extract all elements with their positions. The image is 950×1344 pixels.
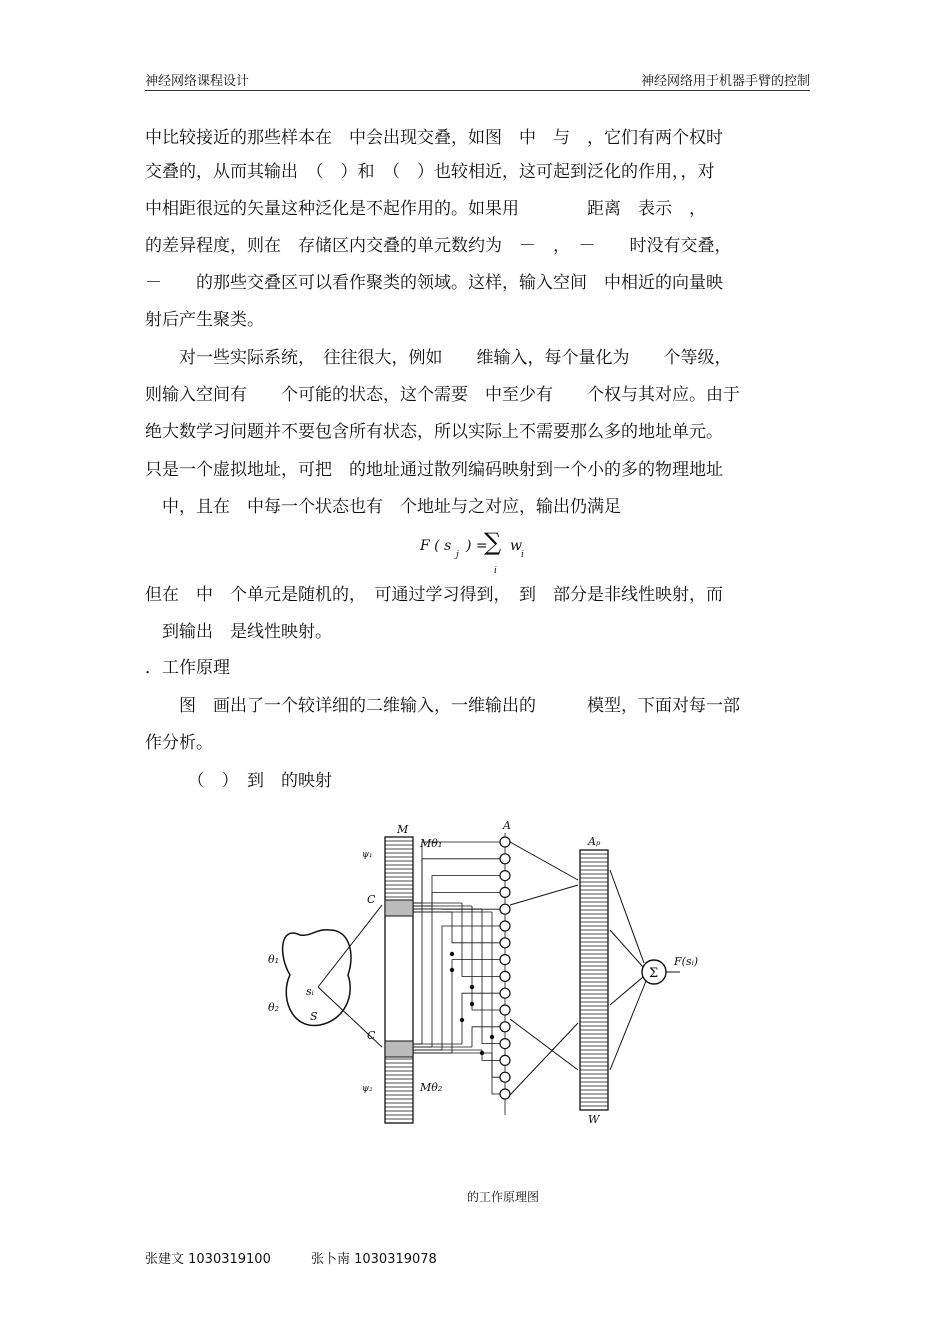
- body-line-15: 图 画出了一个较详细的二维输入，一维输出的 模型，下面对每一部: [145, 696, 740, 716]
- label-s: S: [310, 1010, 318, 1023]
- association-node: [500, 1055, 510, 1065]
- association-node: [500, 938, 510, 948]
- formula-rhs: w: [510, 538, 522, 554]
- association-node: [500, 988, 510, 998]
- formula-rhs-sub: i: [521, 550, 524, 560]
- association-node: [500, 871, 510, 881]
- body-line-12: 但在 中 个单元是随机的， 可通过学习得到， 到 部分是非线性映射，而: [145, 585, 723, 605]
- wire: [492, 912, 500, 1077]
- c-block-1: [385, 900, 413, 916]
- cmac-diagram: [260, 815, 720, 1135]
- association-node: [500, 921, 510, 931]
- association-node: [500, 1039, 510, 1049]
- label-sum: Σ: [649, 966, 659, 981]
- association-node: [500, 1089, 510, 1099]
- label-output: F(sᵢ): [674, 955, 699, 968]
- wire: [422, 859, 500, 1044]
- wire: [462, 993, 500, 1044]
- body-line-1: 中比较接近的那些样本在 中会出现交叠，如图 中 与 ，它们有两个权时: [145, 128, 723, 148]
- label-ap: Aₚ: [588, 835, 601, 848]
- wire-junction: [450, 968, 454, 972]
- label-psi1: ψ₁: [362, 850, 373, 860]
- figure-caption: 的工作原理图: [467, 1190, 540, 1204]
- body-line-13: 到输出 是线性映射。: [145, 622, 332, 642]
- ap-weight-column: [580, 850, 608, 1110]
- association-node: [500, 1072, 510, 1082]
- label-m-theta2: Mθ₂: [420, 1081, 443, 1094]
- formula-lhs-close: ) =: [466, 538, 488, 554]
- wire: [452, 912, 500, 943]
- label-c1: C: [367, 893, 376, 906]
- label-psi2: ψ₂: [362, 1084, 373, 1094]
- label-m-theta1: Mθ₁: [420, 837, 443, 850]
- association-node: [500, 854, 510, 864]
- c-block-2: [385, 1041, 413, 1057]
- association-node: [500, 955, 510, 965]
- body-line-4: 的差异程度，则在 存储区内交叠的单元数约为 － ， － 时没有交叠，: [145, 236, 732, 256]
- wire: [492, 1053, 500, 1094]
- page-footer: [145, 1248, 473, 1267]
- label-a: A: [503, 819, 511, 832]
- page-header: [145, 66, 810, 91]
- cmac-output-formula: [420, 528, 560, 578]
- footer-author-1: 张建文 1030319100: [145, 1252, 271, 1267]
- association-node: [500, 1005, 510, 1015]
- formula-sigma: ∑: [484, 528, 502, 556]
- wire-junction: [470, 1002, 474, 1006]
- association-node: [500, 971, 510, 981]
- wire: [472, 906, 500, 1010]
- body-line-2: 交叠的，从而其输出 （ ）和 （ ）也较相近，这可起到泛化的作用，，对: [145, 162, 715, 182]
- formula-lhs-sub: j: [456, 550, 459, 560]
- formula-sigma-sub: i: [494, 566, 497, 576]
- body-line-9: 绝大数学习问题并不要包含所有状态，所以实际上不需要那么多的地址单元。: [145, 422, 723, 442]
- section-heading-working-principle: ．工作原理: [145, 658, 230, 678]
- wire: [482, 1050, 500, 1060]
- label-theta1: θ₁: [268, 953, 280, 966]
- header-course-title: 神经网络课程设计: [145, 74, 250, 89]
- body-line-5: － 的那些交叠区可以看作聚类的领域。这样，输入空间 中相近的向量映: [145, 273, 723, 293]
- body-line-3: 中相距很远的矢量这种泛化是不起作用的。如果用 距离 表示 ，: [145, 199, 706, 219]
- label-c2: C: [367, 1029, 376, 1042]
- wire-junction: [480, 1051, 484, 1055]
- wire-junction: [450, 952, 454, 956]
- body-line-6: 射后产生聚类。: [145, 310, 264, 330]
- body-line-11: 中，且在 中每一个状态也有 个地址与之对应，输出仍满足: [145, 497, 621, 517]
- subsection-heading-mapping: （ ） 到 的映射: [145, 771, 332, 791]
- label-w: W: [588, 1113, 600, 1126]
- label-si: sᵢ: [306, 985, 314, 998]
- formula-lhs: F ( s: [420, 538, 452, 554]
- association-node: [500, 887, 510, 897]
- body-line-16: 作分析。: [145, 733, 213, 753]
- association-node: [500, 904, 510, 914]
- wire-junction: [490, 1035, 494, 1039]
- association-node: [500, 1022, 510, 1032]
- wire: [432, 876, 500, 906]
- body-line-7: 对一些实际系统， 往往很大，例如 维输入，每个量化为 个等级，: [145, 348, 732, 368]
- label-theta2: θ₂: [268, 1001, 280, 1014]
- body-line-10: 只是一个虚拟地址，可把 的地址通过散列编码映射到一个小的多的物理地址: [145, 460, 723, 480]
- wire-junction: [460, 1018, 464, 1022]
- memory-column-m: [385, 837, 413, 1123]
- wire: [462, 903, 500, 976]
- body-line-8: 则输入空间有 个可能的状态，这个需要 中至少有 个权与其对应。由于: [145, 385, 740, 405]
- association-node: [500, 837, 510, 847]
- label-m: M: [397, 823, 409, 836]
- header-topic-title: 神经网络用于机器手臂的控制: [640, 74, 810, 89]
- wire-junction: [470, 985, 474, 989]
- wire: [422, 842, 500, 903]
- footer-author-2: 张卜南 1030319078: [310, 1252, 437, 1267]
